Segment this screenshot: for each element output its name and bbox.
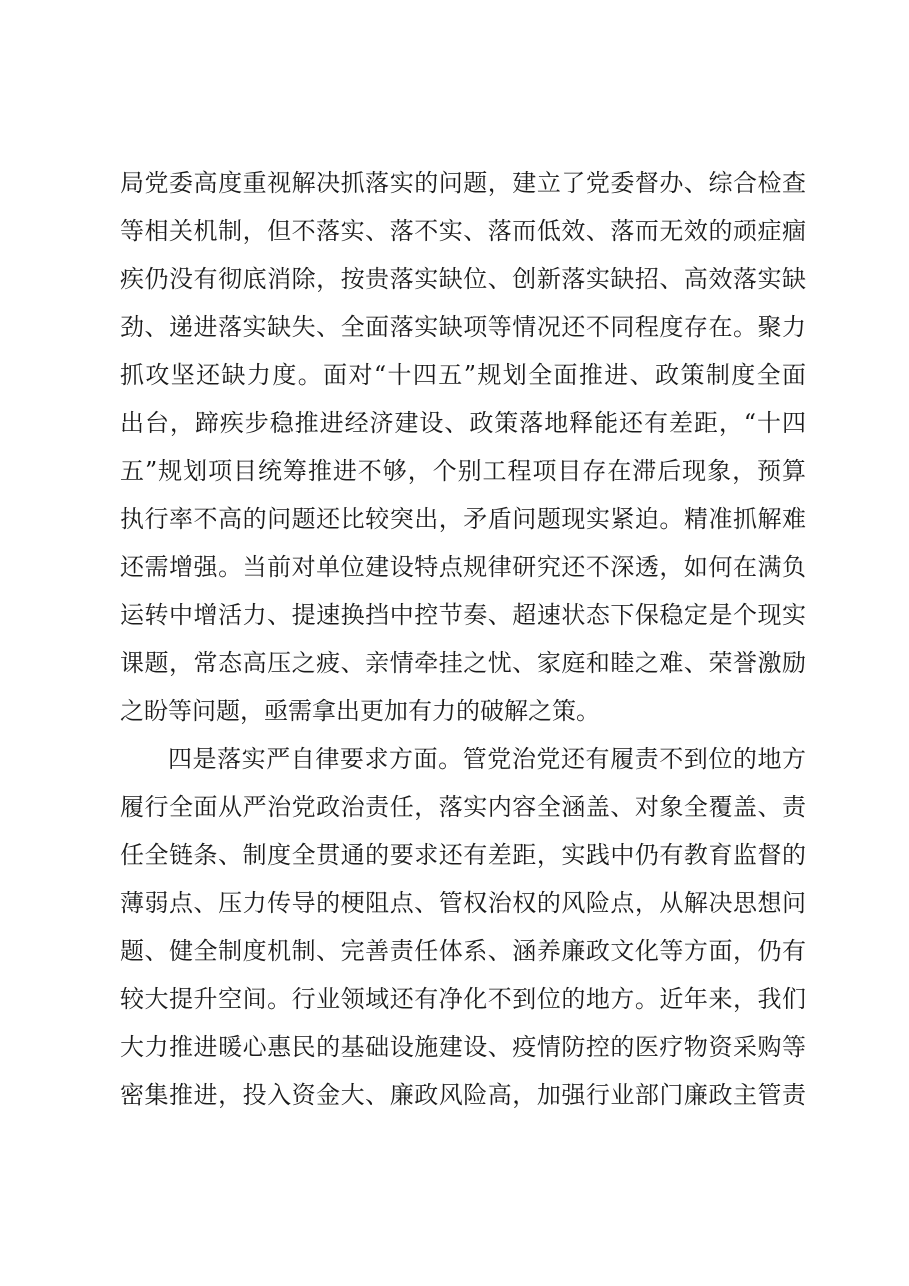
paragraph-1-line-5: 抓攻坚还缺力度。面对“十四五”规划全面推进、政策制度全面 — [120, 361, 806, 389]
paragraph-1-line-6: 出台，蹄疾步稳推进经济建设、政策落地释能还有差距，“十四 — [120, 409, 806, 437]
paragraph-2-line-8: 密集推进，投入资金大、廉政风险高，加强行业部门廉政主管责 — [120, 1081, 806, 1109]
paragraph-1 — [120, 159, 806, 735]
paragraph-2-line-1: 四是落实严自律要求方面。管党治党还有履责不到位的地方 — [168, 745, 806, 773]
paragraph-1-line-4: 劲、递进落实缺失、全面落实缺项等情况还不同程度存在。聚力 — [120, 313, 806, 341]
paragraph-2 — [120, 735, 806, 1119]
paragraph-1-line-3: 疾仍没有彻底消除，按贵落实缺位、创新落实缺招、高效落实缺 — [120, 265, 806, 293]
paragraph-2-line-4: 薄弱点、压力传导的梗阻点、管权治权的风险点，从解决思想问 — [120, 889, 806, 917]
paragraph-1-line-12: 之盼等问题，亟需拿出更加有力的破解之策。 — [120, 697, 600, 725]
paragraph-1-line-7: 五”规划项目统筹推进不够，个别工程项目存在滞后现象，预算 — [120, 457, 806, 485]
paragraph-2-line-3: 任全链条、制度全贯通的要求还有差距，实践中仍有教育监督的 — [120, 841, 806, 869]
paragraph-1-line-11: 课题，常态高压之疲、亲情牵挂之忧、家庭和睦之难、荣誉激励 — [120, 649, 806, 677]
paragraph-2-line-2: 履行全面从严治党政治责任，落实内容全涵盖、对象全覆盖、责 — [120, 793, 806, 821]
paragraph-1-line-1: 局党委高度重视解决抓落实的问题，建立了党委督办、综合检查 — [120, 169, 806, 197]
paragraph-1-line-8: 执行率不高的问题还比较突出，矛盾问题现实紧迫。精准抓解难 — [120, 505, 806, 533]
paragraph-2-line-6: 较大提升空间。行业领域还有净化不到位的地方。近年来，我们 — [120, 985, 806, 1013]
paragraph-1-line-10: 运转中增活力、提速换挡中控节奏、超速状态下保稳定是个现实 — [120, 601, 806, 629]
paragraph-2-line-5: 题、健全制度机制、完善责任体系、涵养廉政文化等方面，仍有 — [120, 937, 806, 965]
paragraph-1-line-9: 还需增强。当前对单位建设特点规律研究还不深透，如何在满负 — [120, 553, 806, 581]
paragraph-2-line-7: 大力推进暖心惠民的基础设施建设、疫情防控的医疗物资采购等 — [120, 1033, 806, 1061]
paragraph-1-line-2: 等相关机制，但不落实、落不实、落而低效、落而无效的顽症痼 — [120, 217, 806, 245]
